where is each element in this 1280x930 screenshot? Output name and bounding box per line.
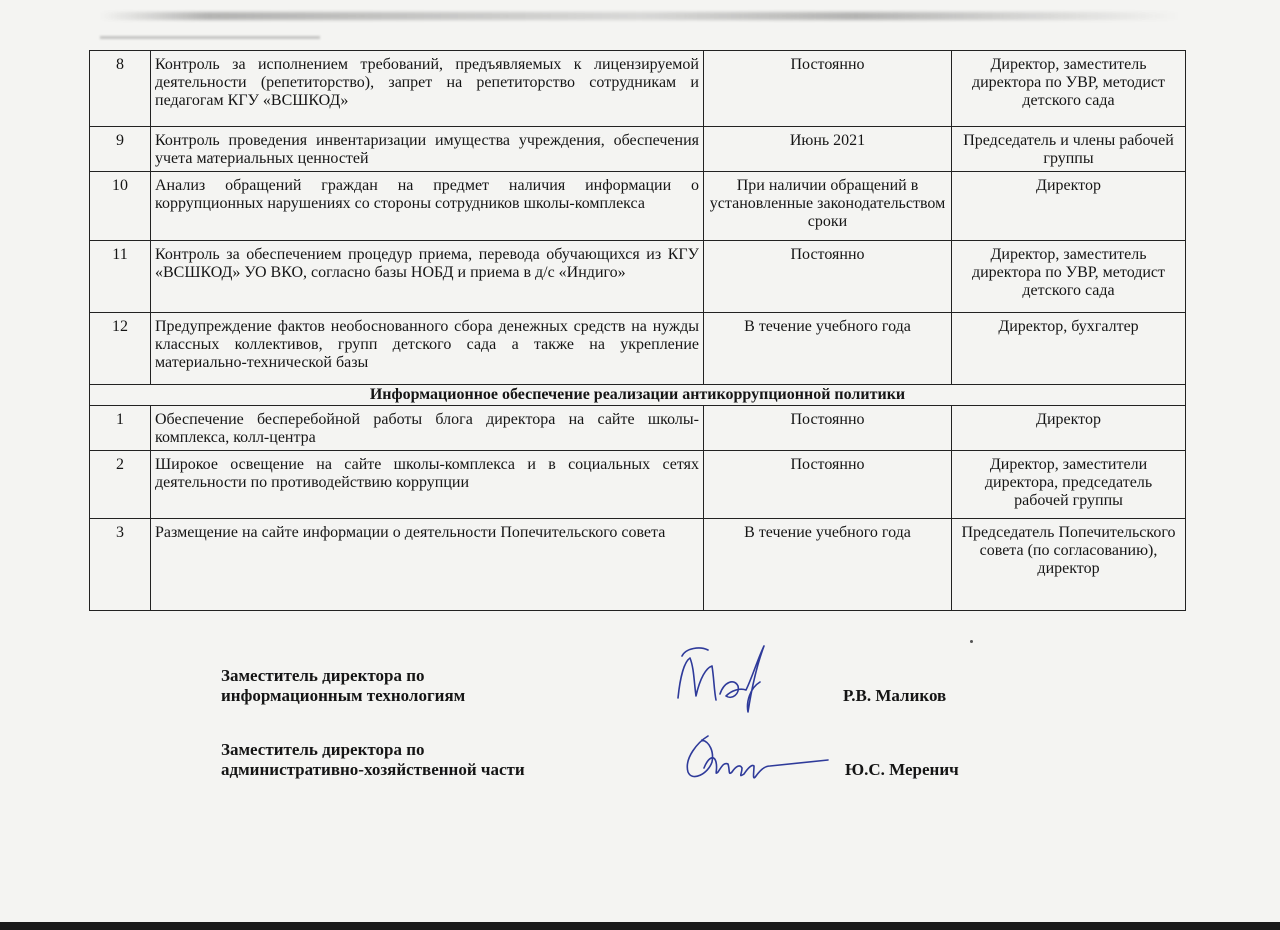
table-row (90, 451, 1186, 519)
row-term: Постоянно (704, 51, 952, 127)
row-responsible: Председатель Попечительского совета (по согласованию), директор (952, 519, 1186, 611)
row-term: Постоянно (704, 241, 952, 313)
row-number: 12 (90, 313, 151, 385)
section-title: Информационное обеспечение реализации антикоррупционной политики (90, 385, 1186, 406)
signatory-title-1 (221, 666, 465, 706)
row-activity: Обеспечение бесперебойной работы блога директора на сайте школы-комплекса, колл-центра (151, 406, 704, 451)
signatory-title-2 (221, 740, 525, 780)
table-row (90, 313, 1186, 385)
row-term: Июнь 2021 (704, 127, 952, 172)
table-row (90, 241, 1186, 313)
signatory-name-2: Ю.С. Меренич (845, 760, 959, 779)
handwritten-signature-1 (660, 638, 780, 718)
signatory-title-line: Заместитель директора по (221, 666, 425, 685)
row-number: 11 (90, 241, 151, 313)
table-row (90, 51, 1186, 127)
row-number: 2 (90, 451, 151, 519)
signatory-title-line: Заместитель директора по (221, 740, 425, 759)
row-activity: Анализ обращений граждан на предмет наличия информации о коррупционных нарушениях со стороны сотрудников школы-комплекса (151, 172, 704, 241)
table-row (90, 406, 1186, 451)
scan-artifact-bottom-edge (0, 922, 1280, 930)
table-row (90, 127, 1186, 172)
row-term: При наличии обращений в установленные законодательством сроки (704, 172, 952, 241)
row-term: Постоянно (704, 451, 952, 519)
row-activity: Предупреждение фактов необоснованного сбора денежных средств на нужды классных коллективов, групп детского сада а также на укрепление материально-технической базы (151, 313, 704, 385)
row-activity: Размещение на сайте информации о деятельности Попечительского совета (151, 519, 704, 611)
row-responsible: Директор (952, 172, 1186, 241)
row-responsible: Директор (952, 406, 1186, 451)
row-responsible: Председатель и члены рабочей группы (952, 127, 1186, 172)
row-number: 9 (90, 127, 151, 172)
anti-corruption-plan-table (89, 50, 1186, 611)
row-number: 1 (90, 406, 151, 451)
handwritten-signature-2 (678, 722, 838, 792)
section-heading-row (90, 385, 1186, 406)
row-activity: Контроль проведения инвентаризации имущества учреждения, обеспечения учета материальных ценностей (151, 127, 704, 172)
row-number: 3 (90, 519, 151, 611)
row-term: В течение учебного года (704, 519, 952, 611)
row-activity: Контроль за обеспечением процедур приема, перевода обучающихся из КГУ «ВСШКОД» УО ВКО, согласно базы НОБД и приема в д/с «Индиго» (151, 241, 704, 313)
signatory-name-1: Р.В. Маликов (843, 686, 947, 705)
row-term: В течение учебного года (704, 313, 952, 385)
signatory-title-line: информационным технологиям (221, 686, 466, 705)
table-row (90, 172, 1186, 241)
row-activity: Широкое освещение на сайте школы-комплекса и в социальных сетях деятельности по противодействию коррупции (151, 451, 704, 519)
scan-artifact-top (100, 12, 1180, 20)
row-number: 10 (90, 172, 151, 241)
table-row (90, 519, 1186, 611)
row-number: 8 (90, 51, 151, 127)
row-activity: Контроль за исполнением требований, предъявляемых к лицензируемой деятельности (репетиторство), запрет на репетиторство сотрудникам и педагогам КГУ «ВСШКОД» (151, 51, 704, 127)
row-term: Постоянно (704, 406, 952, 451)
signatory-title-line: административно-хозяйственной части (221, 760, 525, 779)
row-responsible: Директор, заместители директора, председатель рабочей группы (952, 451, 1186, 519)
scan-speck (970, 640, 973, 643)
scan-artifact-top-line (100, 36, 320, 39)
row-responsible: Директор, заместитель директора по УВР, методист детского сада (952, 241, 1186, 313)
row-responsible: Директор, бухгалтер (952, 313, 1186, 385)
row-responsible: Директор, заместитель директора по УВР, методист детского сада (952, 51, 1186, 127)
